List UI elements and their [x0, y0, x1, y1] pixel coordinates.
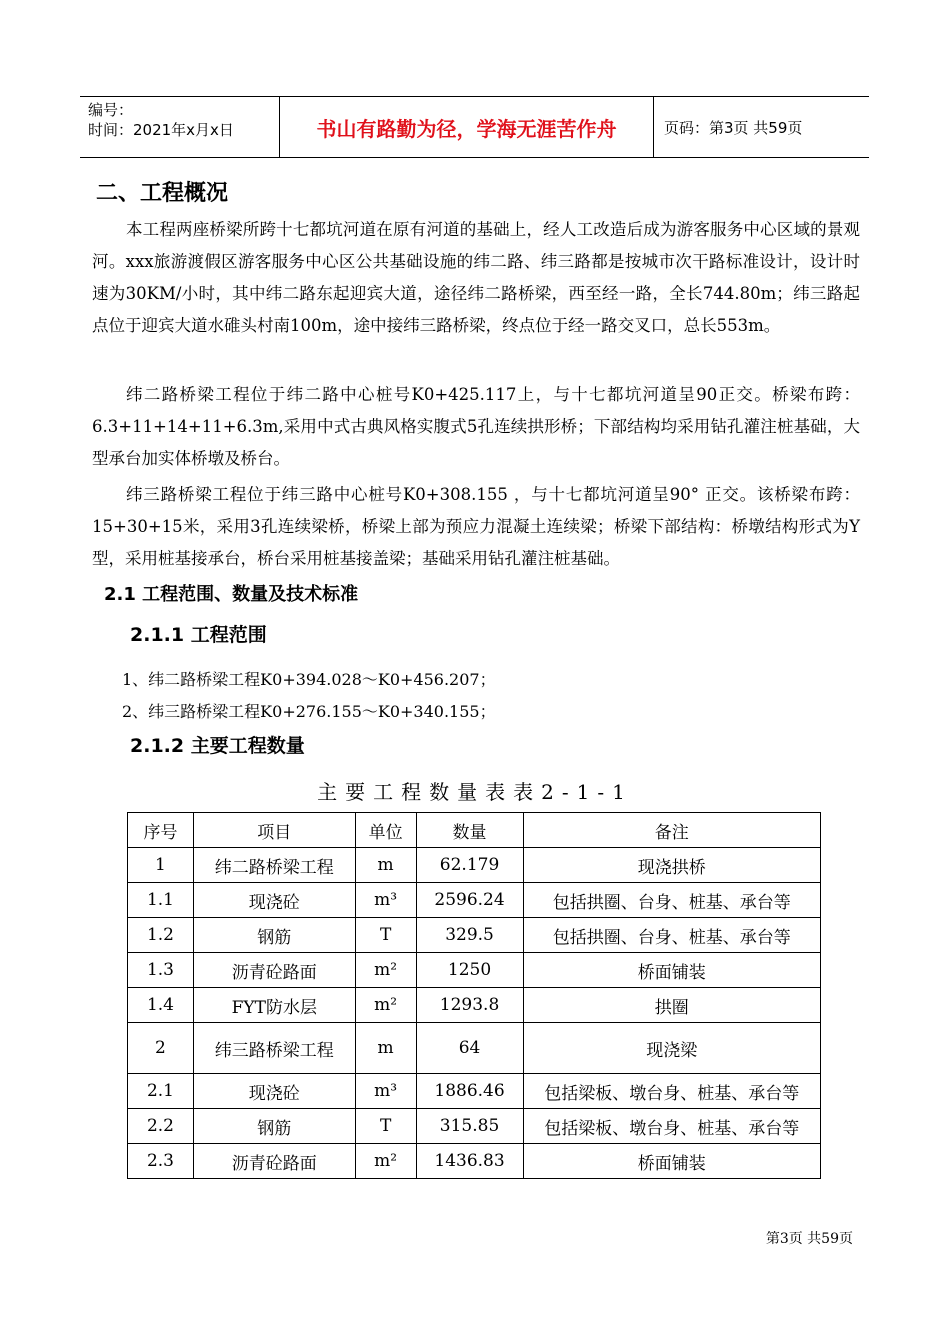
- table-row: [128, 848, 821, 883]
- cell-note: 桥面铺装: [523, 953, 821, 988]
- cell-no: 2.2: [128, 1109, 194, 1144]
- cell-note: 包括梁板、墩台身、桩基、承台等: [523, 1074, 821, 1109]
- cell-unit: m: [355, 1023, 416, 1074]
- cell-note: 现浇拱桥: [523, 848, 821, 883]
- cell-item: 沥青砼路面: [193, 953, 355, 988]
- cell-note: 包括梁板、墩台身、桩基、承台等: [523, 1109, 821, 1144]
- table-caption: 主要工程数量表表2-1-1: [317, 780, 633, 804]
- quantity-table: [127, 812, 821, 1179]
- cell-item: 纬二路桥梁工程: [193, 848, 355, 883]
- cell-qty: 1293.8: [416, 988, 523, 1023]
- cell-qty: 2596.24: [416, 883, 523, 918]
- header-motto: 书山有路勤为径，学海无涯苦作舟: [280, 97, 654, 157]
- cell-unit: m³: [355, 1074, 416, 1109]
- header-cell: 单位: [355, 813, 416, 848]
- table-row: [128, 1074, 821, 1109]
- header-page: 页码：第3页 共59页: [664, 118, 803, 137]
- cell-item: 纬三路桥梁工程: [193, 1023, 355, 1074]
- table-row: [128, 918, 821, 953]
- section-title: 二、工程概况: [96, 181, 229, 206]
- cell-unit: m³: [355, 883, 416, 918]
- cell-note: 包括拱圈、台身、桩基、承台等: [523, 883, 821, 918]
- cell-no: 1.4: [128, 988, 194, 1023]
- cell-item: 沥青砼路面: [193, 1144, 355, 1179]
- header-meta: [80, 97, 280, 157]
- cell-unit: m²: [355, 953, 416, 988]
- table-row: [128, 1023, 821, 1074]
- cell-qty: 1436.83: [416, 1144, 523, 1179]
- scope-title: 2.1.1 工程范围: [130, 624, 267, 646]
- paragraph-wei2-bridge: 纬二路桥梁工程位于纬二路中心桩号K0+425.117上，与十七都坑河道呈90正交。桥梁布跨：6.3+11+14+11+6.3m,采用中式古典风格实腹式5孔连续拱形桥；下部结构均采用钻孔灌注桩基础，大型承台加实体桥墩及桥台。: [92, 385, 860, 468]
- paragraph-wei3-bridge: 纬三路桥梁工程位于纬三路中心桩号K0+308.155 ，与十七都坑河道呈90° 正交。该桥梁布跨：15+30+15米，采用3孔连续梁桥，桥梁上部为预应力混凝土连续梁；桥梁下部结构：桥墩结构形式为Y型，采用桩基接承台，桥台采用桩基接盖梁；基础采用钻孔灌注桩基础。: [92, 485, 860, 568]
- cell-no: 1.3: [128, 953, 194, 988]
- cell-item: 钢筋: [193, 918, 355, 953]
- cell-qty: 64: [416, 1023, 523, 1074]
- cell-qty: 329.5: [416, 918, 523, 953]
- cell-note: 现浇梁: [523, 1023, 821, 1074]
- cell-unit: T: [355, 918, 416, 953]
- table-row: [128, 953, 821, 988]
- page-header: [80, 96, 869, 158]
- cell-no: 2.3: [128, 1144, 194, 1179]
- header-cell: 数量: [416, 813, 523, 848]
- cell-no: 2.1: [128, 1074, 194, 1109]
- scope-item-1: 1、纬二路桥梁工程K0+394.028～K0+456.207；: [122, 670, 496, 689]
- cell-unit: m: [355, 848, 416, 883]
- cell-no: 2: [128, 1023, 194, 1074]
- quantity-title: 2.1.2 主要工程数量: [130, 735, 305, 757]
- cell-no: 1: [128, 848, 194, 883]
- header-cell: 项目: [193, 813, 355, 848]
- header-cell: 序号: [128, 813, 194, 848]
- cell-item: 钢筋: [193, 1109, 355, 1144]
- cell-no: 1.2: [128, 918, 194, 953]
- cell-no: 1.1: [128, 883, 194, 918]
- header-number: 编号：: [88, 101, 134, 119]
- page-footer: 第3页 共59页: [765, 1231, 853, 1247]
- header-time: 时间：2021年x月x日: [88, 121, 234, 139]
- cell-item: 现浇砼: [193, 883, 355, 918]
- cell-unit: T: [355, 1109, 416, 1144]
- cell-note: 包括拱圈、台身、桩基、承台等: [523, 918, 821, 953]
- cell-item: 现浇砼: [193, 1074, 355, 1109]
- cell-qty: 315.85: [416, 1109, 523, 1144]
- header-cell: 备注: [523, 813, 821, 848]
- table-row: [128, 988, 821, 1023]
- cell-note: 拱圈: [523, 988, 821, 1023]
- cell-qty: 62.179: [416, 848, 523, 883]
- cell-note: 桥面铺装: [523, 1144, 821, 1179]
- paragraph-overview: 本工程两座桥梁所跨十七都坑河道在原有河道的基础上，经人工改造后成为游客服务中心区域的景观河。xxx旅游渡假区游客服务中心区公共基础设施的纬二路、纬三路都是按城市次干路标准设计，设计时速为30KM/小时，其中纬二路东起迎宾大道，途径纬二路桥梁，西至经一路，全长744.80m；纬三路起点位于迎宾大道水碓头村南100m，途中接纬三路桥梁，终点位于经一路交叉口，总长553m。: [92, 220, 860, 335]
- table-row: [128, 1144, 821, 1179]
- cell-item: FYT防水层: [193, 988, 355, 1023]
- cell-qty: 1250: [416, 953, 523, 988]
- table-header-row: [128, 813, 821, 848]
- scope-item-2: 2、纬三路桥梁工程K0+276.155～K0+340.155；: [122, 702, 496, 721]
- cell-qty: 1886.46: [416, 1074, 523, 1109]
- table-row: [128, 1109, 821, 1144]
- table-row: [128, 883, 821, 918]
- cell-unit: m²: [355, 1144, 416, 1179]
- cell-unit: m²: [355, 988, 416, 1023]
- subsection-title: 2.1 工程范围、数量及技术标准: [104, 584, 359, 605]
